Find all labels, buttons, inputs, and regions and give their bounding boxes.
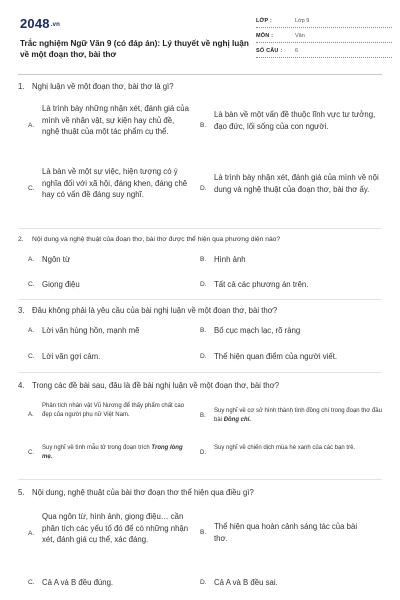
meta-value: Lớp 9 xyxy=(295,18,310,24)
quiz-sheet: 2048.vn Trắc nghiệm Ngữ Văn 9 (có đáp án): Lý thuyết về nghị luận về một đoạn thơ, bài thơ LỚP : Lớp 9 MÔN : Văn SỐ CÂU : 6 1. Nghị luận về một đoạn thơ, bài thơ là gì? A. Là trình bày những nhận xét, đánh giá của mình về nhân vật, sự kiện hay chủ đề, nghệ thuật của một tác phẩm cụ thể. B. Là bàn về một vấn đề thuộc lĩnh vực tư tưởng, đạo đức, lối sống của con người. C. Là bàn về một sự việc, hiện tượng có ý nghĩa đối với xã hội, đáng khen, đáng chê hay có vấn đề đáng suy nghĩ. D. Là trình bày nhận xét, đánh giá của mình về nội dung và nghệ thuật của đoạn thơ, bài thơ ấy. 2. Nội dung và nghệ thuật của đoạn thơ, bài thơ được thể hiện qua phương diện nào? A. Ngôn từ B. Hình ảnh C. Giọng điệu D. Tất cả các phương án trên. 3. Đâu không phải là yêu cầu của bài nghị luận về một đoạn thơ, bài thơ? A. Lời văn hùng hồn, mạnh mẽ B. Bố cục mạch lạc, rõ ràng C. Lời văn gợi cảm. D. Thể hiện quan điểm của người viết. 4. Trong các đề bài sau, đâu là đề bài nghị luận về một đoạn thơ, bài thơ? A. Phân tích nhân vật Vũ Nương để thấy phẩm chất cao đẹp của người phụ nữ Việt Nam. B. Suy nghĩ về cơ sở hình thành tình đồng chí trong đoạn thơ đầu bài Đồng chí. C. Suy nghĩ về tình mẫu tử trong đoạn trích Trong lòng mẹ. D. Suy nghĩ về chiến dịch mùa hè xanh của các bạn trẻ. 5. Nội dung, nghệ thuật của bài thơ đoạn thơ thể hiện qua điều gì? A. Qua ngôn từ, hình ảnh, giọng điệu… cần phân tích các yếu tố đó để có những nhận xét, đánh giá cụ thể, xác đáng. B. Thể hiện qua hoàn cảnh sáng tác của bài thơ. C. Cả A và B đều đúng. D. Cả A và B đều sai. xyxy=(0,0,400,600)
question-text: 3. Đâu không phải là yêu cầu của bài nghị luận về một đoạn thơ, bài thơ? xyxy=(18,306,278,315)
meta-label: LỚP : xyxy=(256,18,272,24)
emphasized-title: Trong lòng mẹ. xyxy=(42,445,183,460)
question-divider xyxy=(18,228,382,229)
question-divider xyxy=(18,479,382,480)
meta-label: SỐ CÂU : xyxy=(256,48,283,54)
meta-value: 6 xyxy=(295,48,299,54)
logo-suffix: .vn xyxy=(50,21,61,28)
question-divider xyxy=(18,372,382,373)
meta-value: Văn xyxy=(295,33,305,39)
header-divider xyxy=(18,74,382,75)
logo-text: 2048 xyxy=(20,16,50,31)
page-title: Trắc nghiệm Ngữ Văn 9 (có đáp án): Lý thuyết về nghị luận về một đoạn thơ, bài thơ xyxy=(20,39,249,59)
question-text: 2. Nội dung và nghệ thuật của đoạn thơ, bài thơ được thể hiện qua phương diện nào? xyxy=(18,236,281,243)
header xyxy=(12,10,392,80)
question-text: 4. Trong các đề bài sau, đâu là đề bài nghị luận về một đoạn thơ, bài thơ? xyxy=(18,381,280,390)
emphasized-title: Đồng chí. xyxy=(223,417,252,423)
question-divider xyxy=(18,299,382,300)
question-text: 5. Nội dung, nghệ thuật của bài thơ đoạn thơ thể hiện qua điều gì? xyxy=(18,488,254,497)
question-text: 1. Nghị luận về một đoạn thơ, bài thơ là gì? xyxy=(18,82,174,91)
site-logo[interactable] xyxy=(20,16,60,31)
meta-label: MÔN : xyxy=(256,33,274,39)
